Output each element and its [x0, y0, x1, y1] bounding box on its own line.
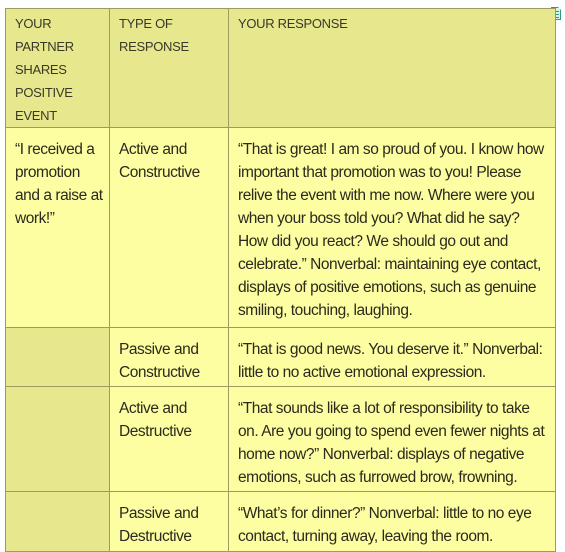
table-row	[6, 328, 556, 387]
partner-event-cell	[6, 492, 110, 552]
header-response-type: TYPE OF RESPONSE	[110, 9, 229, 128]
response-text-cell: “What’s for dinner?” Nonverbal: little to no eye contact, turning away, leaving the room.	[229, 492, 556, 552]
table-row	[6, 387, 556, 492]
response-types-table	[5, 8, 556, 552]
table-row	[6, 128, 556, 328]
response-text-cell: “That is great! I am so proud of you. I know how important that promotion was to you! Please relive the event with me now. Where were you when your boss told you? What did he say? How did you react? We should go out and celebrate.” Nonverbal: maintaining eye contact, displays of positive emotions, such as genuine smiling, touching, laughing.	[229, 128, 556, 328]
table-body	[6, 128, 556, 552]
response-type-cell: Passive and Destructive	[110, 492, 229, 552]
response-type-cell: Active and Destructive	[110, 387, 229, 492]
response-text-cell: “That is good news. You deserve it.” Nonverbal: little to no active emotional expression.	[229, 328, 556, 387]
header-your-response: YOUR RESPONSE	[229, 9, 556, 128]
header-row	[6, 9, 556, 128]
document-icon-fold	[558, 7, 561, 10]
partner-event-cell	[6, 387, 110, 492]
partner-event-cell	[6, 328, 110, 387]
response-text-cell: “That sounds like a lot of responsibility to take on. Are you going to spend even fewer nights at home now?” Nonverbal: displays of negative emotions, such as furrowed brow, frowning.	[229, 387, 556, 492]
response-type-cell: Passive and Constructive	[110, 328, 229, 387]
header-partner-event: YOUR PARTNER SHARES POSITIVE EVENT	[6, 9, 110, 128]
table-row	[6, 492, 556, 552]
table-header	[6, 9, 556, 128]
partner-event-cell: “I received a promotion and a raise at work!”	[6, 128, 110, 328]
response-type-cell: Active and Constructive	[110, 128, 229, 328]
